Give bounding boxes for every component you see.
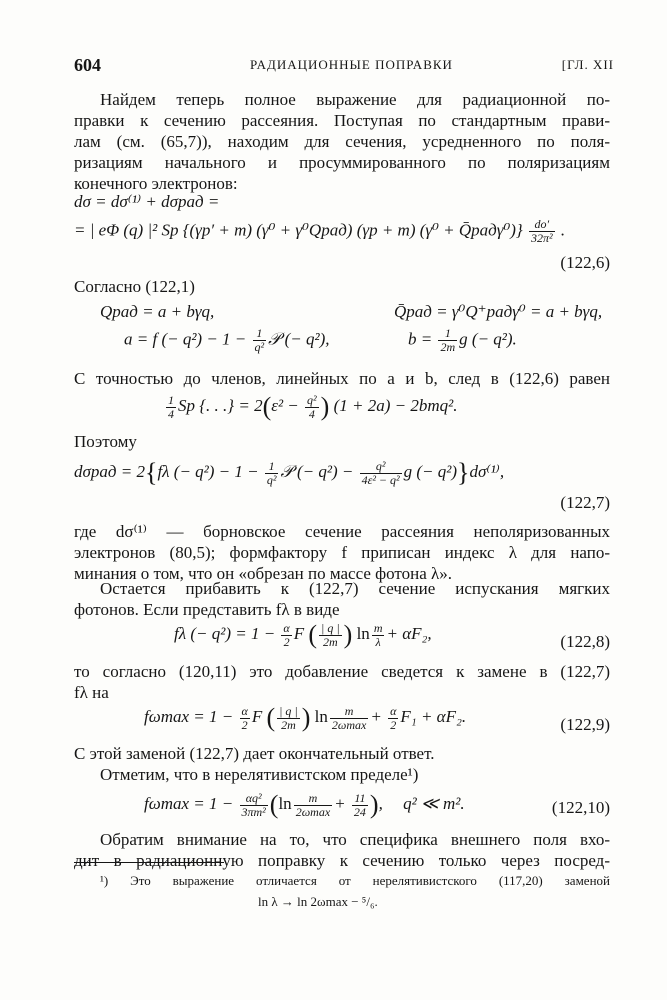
fraction: $\frac{\text{αq²}}{\text{3πm²}}$	[241, 790, 266, 819]
fraction: $\frac{\alpha}{2}$	[390, 703, 397, 732]
footnote	[74, 872, 610, 890]
text-line: лам (см. (65,7)), находим для сечения, усредненного по поля-	[74, 132, 610, 151]
paragraph-soglasno	[74, 276, 610, 297]
fraction: $\frac{| q |}{2m}$	[321, 620, 340, 649]
fraction: $\frac{do'}{\text{32π²}}$	[530, 217, 553, 245]
equation-trace: $\frac{1}{4}$ Sp {. . .} = 2(ε² − $\frac{\text{q²}}{4}$ ) (1 + 2a) − 2bmq².	[168, 392, 458, 421]
fraction: $\frac{1}{4}$	[168, 392, 174, 421]
paragraph-soft-photons	[74, 578, 610, 620]
text-line: где dσ⁽¹⁾ — борновское сечение рассеяния неполяризованных	[74, 522, 610, 541]
text-line: электронов (80,5); формфактору f приписан индекс λ для напо-	[74, 543, 610, 562]
equation-number: (122,7)	[560, 493, 610, 512]
paragraph-intro	[74, 89, 610, 194]
equation-122-7: dσрад = 2{fλ (− q²) − 1 − $\frac{1}{\text{q²}}$ 𝒫 (− q²) − $\frac{\text{q²}}{\text{4ε² − q²}}$ g (− q²)}dσ⁽¹⁾,	[74, 458, 505, 487]
text-line: ризациям начального и просуммированного по поляризациям	[74, 153, 610, 172]
running-title: РАДИАЦИОННЫЕ ПОПРАВКИ	[250, 57, 453, 72]
text-line: дит в радиационную поправку к сечению только через посред-	[74, 851, 610, 870]
fraction: $\frac{\text{q²}}{\text{4ε² − q²}}$	[361, 458, 400, 487]
equation-122-6-line2: = | eΦ (q) |² Sp {(γp′ + m) (γ⁰ + γ⁰Qрад) (γp + m) (γ⁰ + Q̄радγ⁰)} $\frac{do'}{\text{32π²}}$ .	[74, 217, 566, 245]
fraction: $\frac{11}{24}$	[353, 790, 366, 819]
footnote-rule	[74, 862, 224, 863]
equation-122-9: fωmax = 1 − $\frac{\alpha}{2}$ F ( $\frac{| q |}{2m}$ ) ln $\frac{m}{2\omega\max}$ + $\frac{\alpha}{2}$ F₁ + αF₂.	[144, 703, 467, 732]
text-line: Поэтому	[74, 432, 137, 451]
equation-q-rad-bar: Q̄рад = γ⁰Q⁺радγ⁰ = a + bγq,	[394, 302, 603, 321]
paragraph-poetomu	[74, 431, 610, 452]
equation-122-6-line1: dσ = dσ⁽¹⁾ + dσрад =	[74, 192, 220, 211]
book-page	[74, 0, 614, 1000]
text-line: С точностью до членов, линейных по a и b, след в (122,6) равен	[74, 369, 610, 388]
page-header	[74, 55, 614, 77]
equation-122-10: fωmax = 1 − $\frac{\text{αq²}}{\text{3πm²}}$ (ln $\frac{m}{2\omega\max}$ + $\frac{11}{24}$ ), q² ≪ m².	[144, 790, 465, 819]
footnote-formula: ln λ → ln 2ωmax − ⁵/₆.	[258, 894, 378, 909]
fraction: $\frac{m}{2\omega\max}$	[295, 790, 331, 819]
fraction: $\frac{1}{\text{q²}}$	[266, 458, 277, 487]
paragraph-replacement	[74, 661, 610, 703]
fraction: $\frac{m}{2\omega\max}$	[331, 703, 367, 732]
text-line: Отметим, что в нерелятивистском пределе¹)	[100, 765, 419, 784]
text-line: Остается прибавить к (122,7) сечение испускания мягких	[100, 579, 610, 598]
equation-a-def: a = f (− q²) − 1 − $\frac{1}{\text{q²}}$ 𝒫 (− q²),	[124, 326, 330, 354]
fraction: $\frac{\alpha}{2}$	[283, 620, 290, 649]
page-number: 604	[74, 55, 101, 75]
equation-q-rad: Qрад = a + bγq,	[100, 302, 215, 321]
text-line: правки к сечению рассеяния. Поступая по стандартным прави-	[74, 111, 610, 130]
chapter-label: [ГЛ. XII	[561, 57, 614, 72]
text-line: конечного электронов:	[74, 174, 238, 193]
fraction: $\frac{m}{\lambda}$	[373, 620, 383, 649]
equation-b-def: b = $\frac{1}{2m}$ g (− q²).	[408, 326, 517, 354]
text-line: фотонов. Если представить fλ в виде	[74, 600, 340, 619]
text-line: С этой заменой (122,7) дает окончательный ответ.	[74, 744, 435, 763]
fraction: $\frac{\alpha}{2}$	[241, 703, 248, 732]
fraction: $\frac{1}{2m}$	[440, 326, 456, 354]
text-line: минания о том, что он «обрезан по массе фотона λ».	[74, 564, 453, 583]
text-line: Обратим внимание на то, что специфика внешнего поля вхо-	[100, 830, 610, 849]
fraction: $\frac{1}{\text{q²}}$	[254, 326, 265, 354]
text-line: Согласно (122,1)	[74, 277, 195, 296]
paragraph-trace	[74, 368, 610, 389]
fraction: $\frac{\text{q²}}{4}$	[307, 392, 317, 421]
paragraph-born	[74, 521, 610, 584]
equation-body: = | eΦ (q) |² Sp {(γp′ + m) (γ⁰ + γ⁰Qрад) (γp + m) (γ⁰ + Q̄радγ⁰)}	[74, 220, 523, 240]
equation-122-8: fλ (− q²) = 1 − $\frac{\alpha}{2}$ F ( $\frac{| q |}{2m}$ ) ln $\frac{m}{\lambda}$ + αF₂,	[174, 620, 432, 649]
paragraph-final	[74, 743, 610, 785]
footnote-line: ¹) Это выражение отличается от нерелятивистского (117,20) заменой	[100, 873, 610, 888]
equation-number: (122,6)	[560, 253, 610, 272]
equation-number: (122,9)	[560, 715, 610, 734]
fraction: $\frac{| q |}{2m}$	[279, 703, 298, 732]
equation-number: (122,10)	[551, 798, 610, 817]
paragraph-closing	[74, 829, 610, 871]
equation-number: (122,8)	[560, 632, 610, 651]
text-line: Найдем теперь полное выражение для радиационной по-	[100, 90, 610, 109]
text-line: то согласно (120,11) это добавление сведется к замене в (122,7)	[74, 662, 610, 681]
text-line: fλ на	[74, 683, 109, 702]
